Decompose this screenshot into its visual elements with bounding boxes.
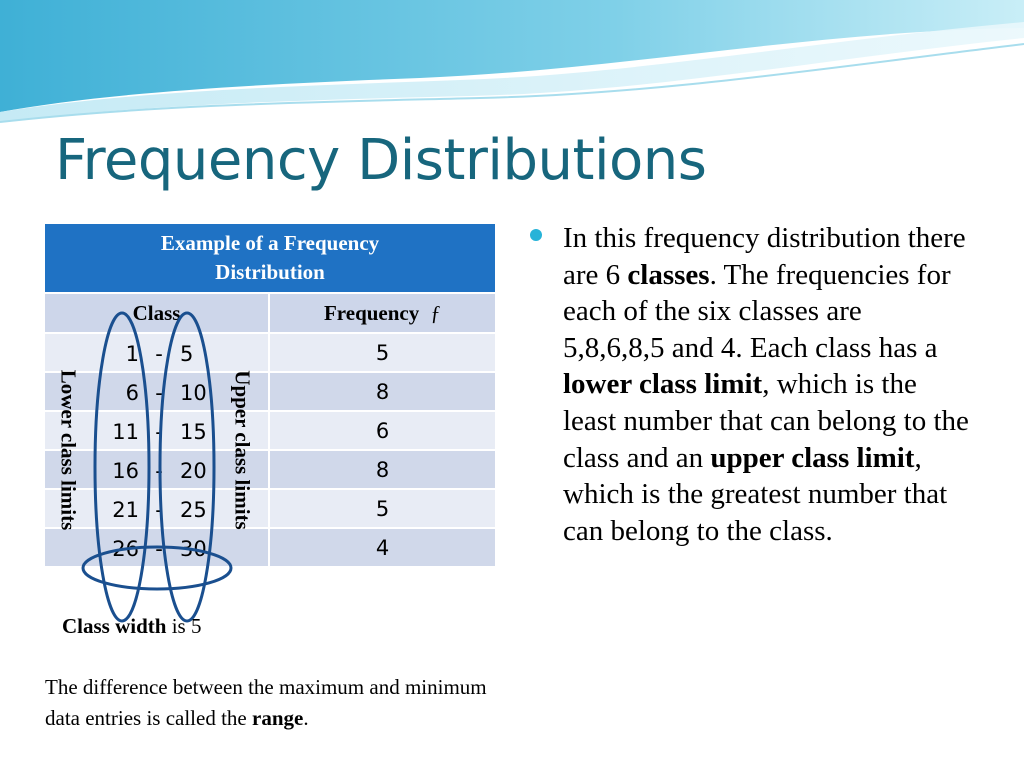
lower-limit: 11 [112, 420, 139, 444]
header-wave-decoration [0, 0, 1024, 130]
table-row [44, 489, 496, 528]
class-width-bold: Class width [62, 614, 167, 638]
bullet-list [530, 220, 970, 549]
range-text: The difference between the maximum and minimum data entries is called the [45, 675, 487, 730]
class-dash: - [155, 459, 163, 483]
class-cell [44, 528, 269, 567]
frequency-cell: 5 [269, 489, 496, 528]
upper-limit: 10 [180, 381, 207, 405]
bullet-text-1: In this frequency distribution there are 6 [563, 222, 966, 291]
column-header-class: Class [44, 293, 269, 333]
column-header-frequency [269, 293, 496, 333]
frequency-header-label: Frequency [323, 300, 420, 325]
table-caption [44, 223, 496, 293]
frequency-symbol: ƒ [430, 300, 442, 325]
range-end: . [303, 706, 309, 730]
lower-limit: 21 [112, 498, 139, 522]
range-term: range [252, 706, 304, 730]
frequency-cell: 6 [269, 411, 496, 450]
bullet-paragraph [563, 220, 970, 549]
table-row [44, 372, 496, 411]
bullet-term-classes: classes [627, 258, 710, 291]
class-dash: - [155, 498, 163, 522]
lower-class-limits-label: Lower class limits [56, 369, 81, 531]
frequency-cell: 8 [269, 450, 496, 489]
lower-limit: 1 [125, 342, 139, 366]
table-row [44, 528, 496, 567]
frequency-cell: 8 [269, 372, 496, 411]
class-dash: - [155, 537, 163, 561]
slide-title: Frequency Distributions [55, 128, 707, 193]
class-dash: - [155, 342, 163, 366]
class-dash: - [155, 420, 163, 444]
bullet-term-upper-limit: upper class limit [710, 441, 915, 474]
frequency-cell: 5 [269, 333, 496, 372]
upper-limit: 25 [180, 498, 207, 522]
table-row [44, 450, 496, 489]
bullet-text-2: . The frequencies for each of the six classes are 5,8,6,8,5 and 4. Each class has a [563, 258, 951, 364]
table-caption-line2: Distribution [215, 260, 325, 284]
upper-limit: 5 [180, 342, 194, 366]
frequency-cell: 4 [269, 528, 496, 567]
upper-limit: 30 [180, 537, 207, 561]
range-note [45, 672, 525, 734]
bullet-text-3: , which is the least number that can belong to the class and an [563, 368, 969, 474]
lower-limit: 16 [112, 459, 139, 483]
bullet-dot-icon [530, 229, 542, 241]
class-dash: - [155, 381, 163, 405]
lower-limit: 6 [125, 381, 139, 405]
table-row [44, 411, 496, 450]
bullet-term-lower-limit: lower class limit [563, 368, 763, 401]
lower-limit: 26 [112, 537, 139, 561]
upper-limit: 20 [180, 459, 207, 483]
upper-class-limits-label: Upper class limits [230, 370, 255, 530]
class-width-value: is 5 [166, 614, 202, 638]
upper-limit: 15 [180, 420, 207, 444]
table-row [44, 333, 496, 372]
frequency-table [43, 222, 497, 568]
bullet-text-4: , which is the greatest number that can belong to the class. [563, 441, 948, 547]
class-cell [44, 333, 269, 372]
class-width-note [62, 614, 201, 639]
table-caption-line1: Example of a Frequency [160, 231, 380, 255]
